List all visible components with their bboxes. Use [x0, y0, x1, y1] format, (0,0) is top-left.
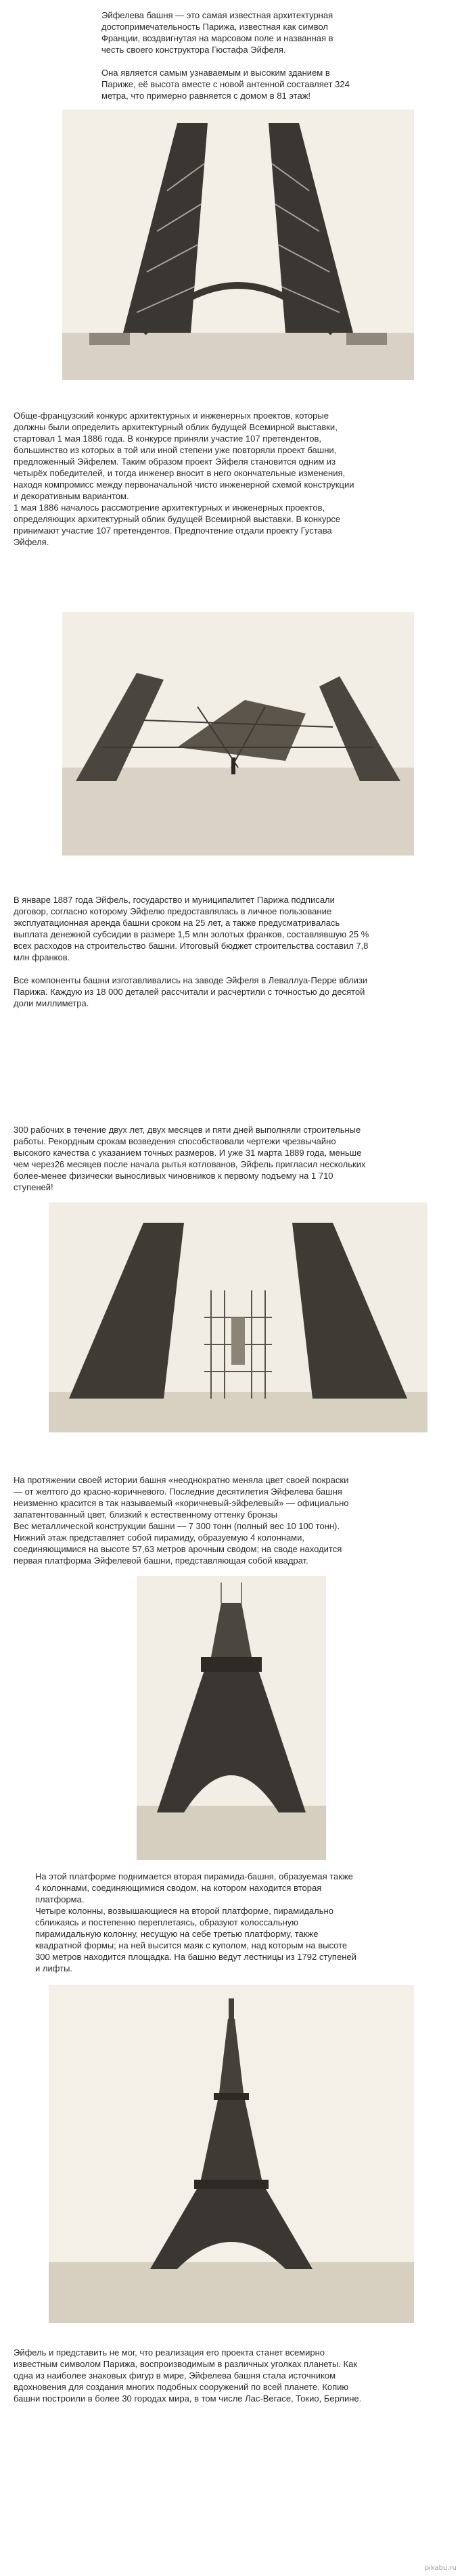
paragraph: платформа.	[35, 1894, 85, 1904]
paragraph	[101, 55, 453, 67]
tower-base-image	[62, 110, 414, 380]
construction-early-image	[62, 612, 414, 856]
paragraph: Франции, воздвигнутая на марсовом поле и названная в	[101, 33, 333, 43]
paragraph: башни построили в более 30 городах мира, в том числе Лас-Вегасе, Токио, Берлине.	[14, 2393, 362, 2404]
paragraph: Вес металлической конструкции башни — 7 300 тонн (полный вес 10 100 тонн).	[14, 1521, 340, 1531]
paragraph: Эйфелева башня — это самая известная архитектурная	[101, 10, 333, 20]
paragraph: вдохновения для создания многих подобных сооружений по всей планете. Копию	[14, 2382, 349, 2392]
paragraph: неизменно красится в так называемый «коричневый-эйфелевый» — официально	[14, 1498, 349, 1508]
photo-tower-base	[62, 110, 414, 380]
photo-first-platform	[137, 1576, 326, 1860]
paragraph: Эйфеля.	[14, 537, 49, 547]
first-platform-image	[137, 1576, 326, 1860]
paragraph: квадратной формы; на ней высится маяк с куполом, над которым на высоте	[35, 1940, 348, 1950]
photo-construction-early	[62, 612, 414, 856]
photo-scaffolding	[49, 1202, 428, 1432]
legacy-text	[14, 2347, 460, 2404]
paragraph: работы. Рекордным срокам возведения способствовали чертежи чрезвычайно	[14, 1136, 336, 1146]
paragraph: 1 мая 1886 началось рассмотрение архитектурных и инженерных проектов,	[14, 502, 325, 513]
paragraph: высокого качества с указанием точных размеров. И уже 31 марта 1889 года, меньше	[14, 1148, 362, 1158]
paragraph: большинство из которых в той или иной степени уже повторяли проект башни,	[14, 445, 337, 455]
contract-text	[14, 894, 453, 1009]
paragraph: договор, согласно которому Эйфелю предоставлялась в личное пользование	[14, 906, 332, 916]
paragraph: На этой платформе поднимается вторая пирамида-башня, образуемая также	[35, 1871, 353, 1881]
paragraph: определяющих архитектурный облик будущей Всемирной выставки. В конкурсе	[14, 514, 341, 524]
paragraph: и декоративным вариантом.	[14, 491, 129, 501]
paragraph: 4 колоннами, соединяющимися сводом, на котором находится вторая	[35, 1883, 322, 1893]
competition-text	[14, 410, 453, 548]
paragraph: соединяющимися на высоте 57,63 метров арочным сводом; на своде находится	[14, 1544, 342, 1554]
completed-tower-image	[49, 1985, 414, 2323]
paragraph: выплата денежной субсидии в размере 1,5 млн золотых франков, составлявшую 25 %	[14, 929, 369, 939]
intro-text	[101, 9, 453, 101]
paragraph: первая платформа Эйфелевой башни, представляющая собой квадрат.	[14, 1555, 308, 1566]
paragraph: честь своего конструктора Гюстафа Эйфеля.	[101, 45, 286, 55]
paragraph: Нижний этаж представляет собой пирамиду, образуемую 4 колоннами,	[14, 1532, 304, 1543]
paragraph: Парижа. Каждую из 18 000 деталей рассчитали и расчертили с точностью до десятой	[14, 987, 365, 997]
paragraph: более-менее физически выносливых чиновников к первому подъему на 1 710	[14, 1171, 333, 1181]
color-text	[14, 1474, 453, 1566]
paragraph: Четыре колонны, возвышающиеся на второй платформе, пирамидально	[35, 1906, 333, 1916]
watermark: pikabu.ru	[424, 2565, 457, 2572]
paragraph: должны были определить архитектурный облик будущей Всемирной выставки,	[14, 422, 338, 432]
paragraph: запатентованный цвет, близкий к естественному оттенку бронзы	[14, 1509, 277, 1520]
paragraph: предложенный Эйфелем. Таким образом проект Эйфеля становится одним из	[14, 456, 336, 467]
photo-completed-tower	[49, 1985, 414, 2323]
paragraph: всех расходов на строительство башни. Итоговый бюджет строительства составил 7,8	[14, 941, 369, 951]
paragraph: чем через26 месяцев после начала рытья котлованов, Эйфель пригласил нескольких	[14, 1159, 366, 1169]
paragraph: 300 метров находится площадка. На башню ведут лестницы из 1792 ступеней	[35, 1952, 356, 1962]
paragraph	[14, 963, 453, 975]
paragraph: и лифты.	[35, 1963, 73, 1973]
paragraph: В январе 1887 года Эйфель, государство и муниципалитет Парижа подписали	[14, 895, 335, 905]
paragraph: одна из наиболее знаковых фигур в мире, Эйфелева башня стала источником	[14, 2370, 336, 2381]
paragraph: На протяжении своей истории башня «неоднократно меняла цвет своей покраски	[14, 1475, 349, 1485]
paragraph: ступеней!	[14, 1182, 53, 1192]
second-pyramid-text	[35, 1871, 441, 1974]
paragraph: пирамидальную колонну, несущую на себе третью платформу, также	[35, 1929, 319, 1939]
paragraph: четырёх победителей, и тогда инженер вносит в него окончательные изменения,	[14, 468, 346, 478]
scaffolding-image	[49, 1202, 428, 1432]
paragraph: стартовал 1 мая 1886 года. В конкурсе приняли участие 107 претендентов,	[14, 434, 322, 444]
paragraph: Все компоненты башни изготавливались на заводе Эйфеля в Леваллуа-Перре вблизи	[14, 975, 368, 985]
paragraph: находя компромисс между первоначальной чисто инженерной схемой конструкции	[14, 479, 354, 490]
paragraph: эксплуатационная аренда башни сроком на 25 лет, а также предусматривалась	[14, 918, 340, 928]
paragraph: Обще-французский конкурс архитектурных и инженерных проектов, которые	[14, 411, 329, 421]
paragraph: Эйфель и представить не мог, что реализация его проекта станет всемирно	[14, 2347, 325, 2358]
paragraph: известным символом Парижа, воспроизводимым в различных уголках планеты. Как	[14, 2359, 358, 2369]
paragraph: сближаясь и постепенно переплетаясь, образуют колоссальную	[35, 1917, 299, 1927]
paragraph: млн франков.	[14, 952, 70, 962]
workers-text	[14, 1124, 453, 1193]
paragraph: принимают участие 107 претендентов. Предпочтение отдали проекту Густава	[14, 525, 332, 536]
paragraph: — от желтого до красно-коричневого. Последние десятилетия Эйфелева башня	[14, 1486, 342, 1497]
paragraph: доли миллиметра.	[14, 998, 89, 1008]
paragraph: достопримечательность Парижа, известная как символ	[101, 22, 328, 32]
paragraph: метра, что примерно равняется с домом в 81 этаж!	[101, 91, 311, 101]
paragraph: Париже, её высота вместе с новой антенной составляет 324	[101, 79, 350, 89]
paragraph: Она является самым узнаваемым и высоким зданием в	[101, 68, 330, 78]
paragraph: 300 рабочих в течение двух лет, двух месяцев и пяти дней выполняли строительные	[14, 1125, 361, 1135]
